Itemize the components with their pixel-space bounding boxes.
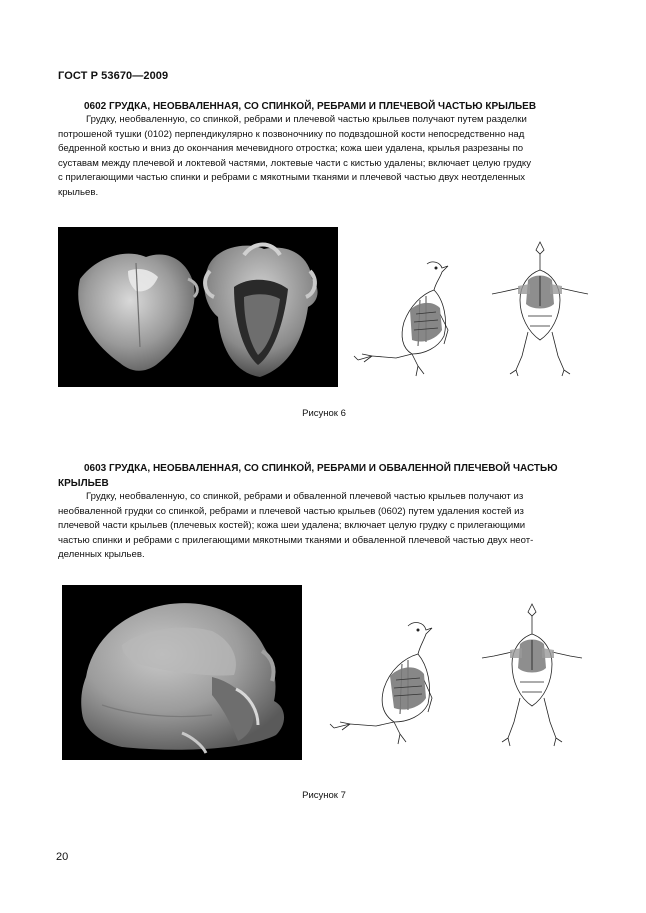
figure-6-diagram-front [488, 236, 598, 381]
figure-6-photo [58, 227, 338, 387]
section-0602-title: 0602 ГРУДКА, НЕОБВАЛЕННАЯ, СО СПИНКОЙ, РЕБРАМИ И ПЛЕЧЕВОЙ ЧАСТЬЮ КРЫЛЬЕВ [84, 101, 537, 112]
figure-7-diagram-front [478, 598, 590, 750]
text-line: крыльев. [58, 186, 99, 198]
section-0603-title-cont: КРЫЛЬЕВ [58, 478, 109, 489]
section-0603-text [58, 490, 590, 563]
text-line: деленных крыльев. [58, 549, 145, 561]
section-0603-title: 0603 ГРУДКА, НЕОБВАЛЕННАЯ, СО СПИНКОЙ, РЕБРАМИ И ОБВАЛЕННОЙ ПЛЕЧЕВОЙ ЧАСТЬЮ [84, 463, 558, 474]
figure-6-front-graphic [488, 236, 598, 381]
figure-7-photo-graphic [62, 585, 302, 760]
figure-6-side-graphic [352, 250, 462, 380]
text-line: плечевой части крыльев (плечевых костей); кожа шеи удалена; включает целую грудку с прилегающими [58, 520, 526, 532]
figure-7-diagram-side [328, 612, 448, 748]
section-0602-text [58, 113, 590, 201]
figure-7-caption: Рисунок 7 [302, 790, 346, 801]
document-header: ГОСТ Р 53670—2009 [58, 70, 169, 82]
figure-7-photo [62, 585, 302, 760]
text-line: Грудку, необваленную, со спинкой, ребрами и плечевой частью крыльев получают путем разделки [86, 114, 527, 125]
figure-7-side-graphic [328, 612, 448, 748]
figure-6-photo-graphic [58, 227, 338, 387]
figure-6-caption: Рисунок 6 [302, 408, 346, 419]
text-line: частью спинки и ребрами с прилегающими мякотными тканями и обваленной плечевой частью двух неот- [58, 534, 534, 546]
text-line: с прилегающими частью спинки и ребрами с мякотными тканями и плечевой частью двух неотделенных [58, 172, 526, 184]
text-line: суставам между плечевой и локтевой частями, локтевые части с кистью удалены; включает целую грудку [58, 157, 532, 169]
figure-7-front-graphic [478, 598, 590, 750]
text-line: необваленной грудки со спинкой, ребрами и плечевой частью крыльев (0602) путем удаления костей из [58, 505, 524, 517]
text-line: Грудку, необваленную, со спинкой, ребрами и обваленной плечевой частью крыльев получают из [86, 491, 524, 502]
page-number: 20 [56, 851, 69, 863]
text-line: бедренной костью и вниз до окончания мечевидного отростка; кожа шеи удалена, крылья разрезаны по [58, 143, 524, 155]
text-line: потрошеной тушки (0102) перпендикулярно к позвоночнику по подвздошной кости непосредственно над [58, 128, 525, 140]
figure-6-diagram-side [352, 250, 462, 380]
